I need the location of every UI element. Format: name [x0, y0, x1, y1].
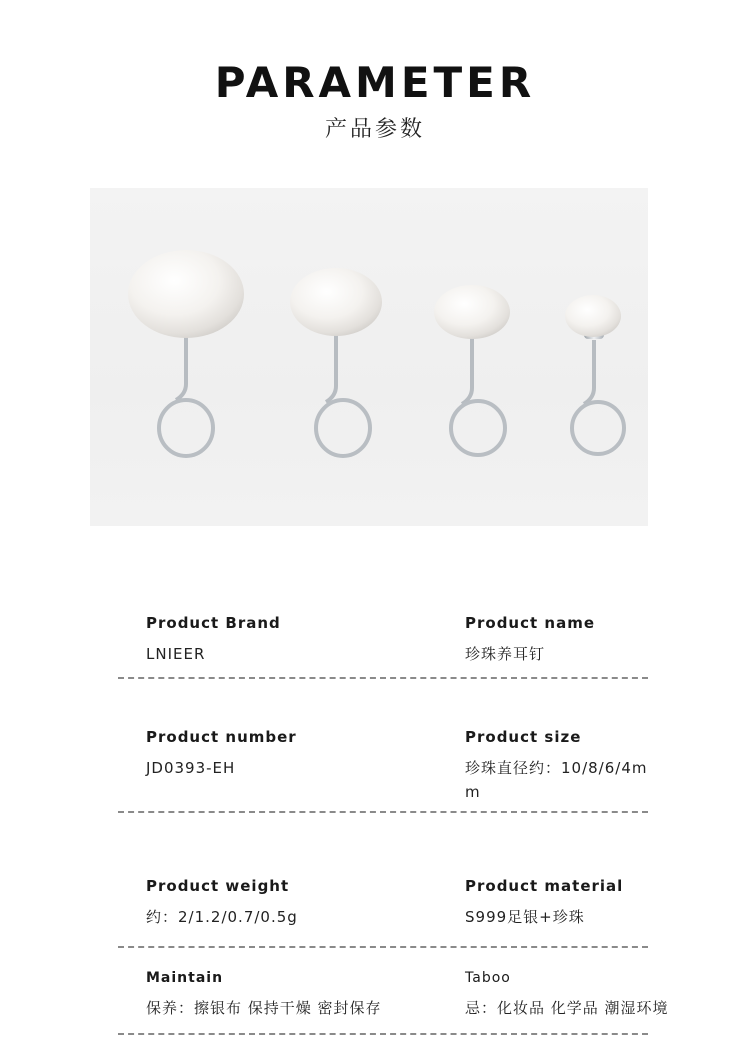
earring-6mm [434, 285, 510, 455]
brand-value: LNIEER [146, 645, 206, 663]
page-title: PARAMETER [214, 58, 536, 107]
size-value: 珍珠直径约：10/8/6/4mm [465, 759, 648, 801]
maintain-label: Maintain [146, 970, 224, 986]
divider [118, 677, 648, 679]
weight-value: 约：2/1.2/0.7/0.5g [146, 908, 298, 926]
material-value: S999足银+珍珠 [465, 908, 585, 926]
size-label: Product size [465, 728, 582, 746]
taboo-value: 忌：化妆品 化学品 潮湿环境 [465, 999, 669, 1017]
product-photo [90, 188, 648, 526]
maintain-value: 保养：擦银布 保持干燥 密封保存 [146, 999, 382, 1017]
earring-10mm [128, 250, 244, 456]
earring-4mm [565, 295, 624, 454]
divider [118, 946, 648, 948]
divider [118, 811, 648, 813]
divider [118, 1033, 648, 1035]
name-value: 珍珠养耳钉 [465, 645, 546, 663]
number-label: Product number [146, 728, 297, 746]
page-subtitle: 产品参数 [324, 117, 425, 142]
weight-label: Product weight [146, 877, 290, 895]
earring-8mm [290, 268, 382, 456]
name-label: Product name [465, 614, 596, 632]
material-label: Product material [465, 877, 624, 895]
taboo-label: Taboo [465, 970, 511, 986]
brand-label: Product Brand [146, 614, 281, 632]
number-value: JD0393-EH [146, 759, 236, 777]
pearl-stud-earrings-image [90, 188, 648, 526]
